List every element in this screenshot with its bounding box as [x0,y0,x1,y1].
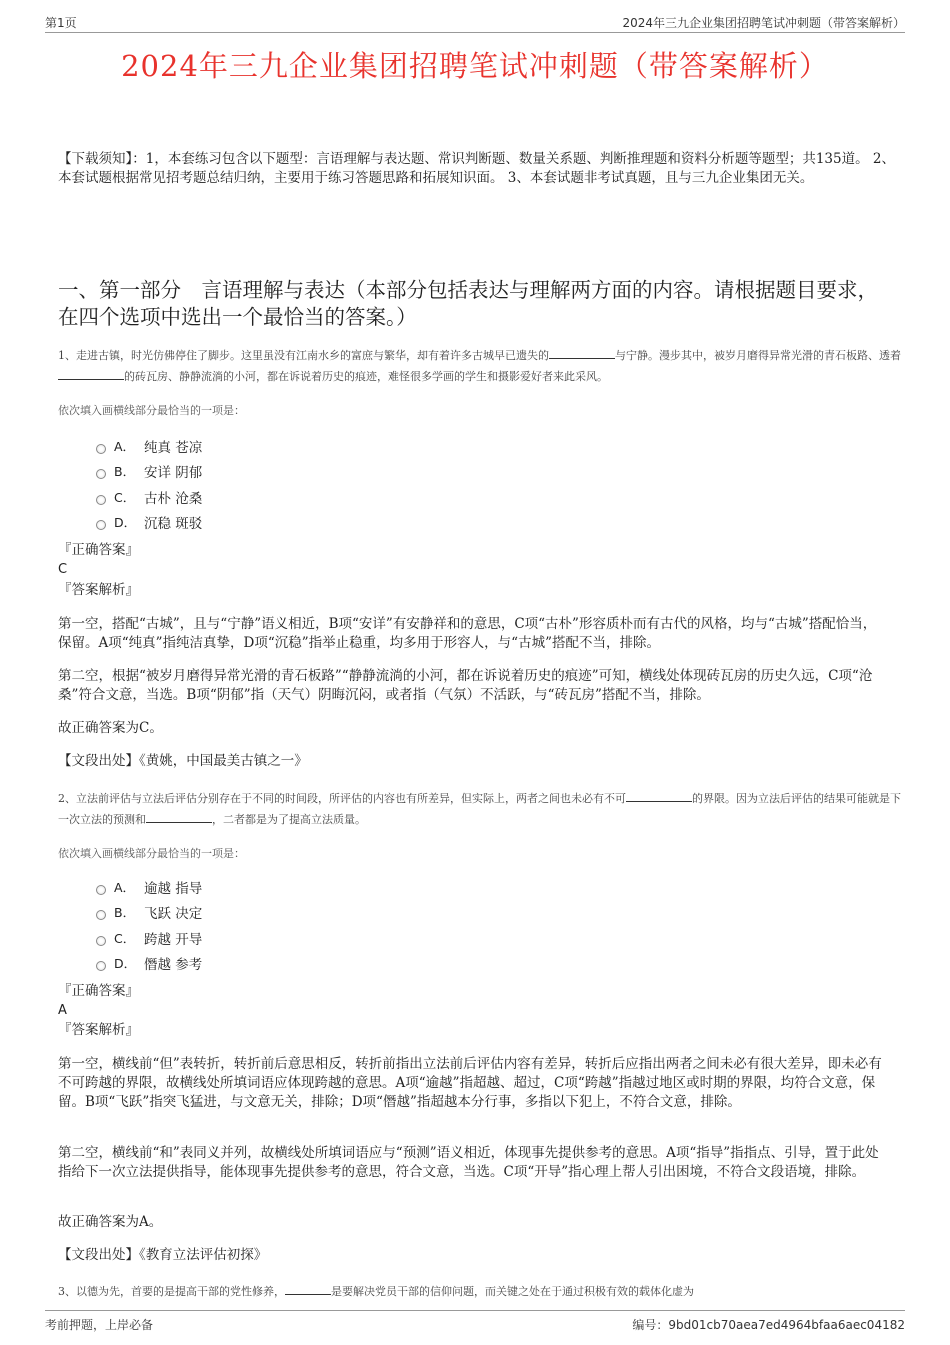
blank-line [285,1281,331,1295]
source: 【文段出处】《教育立法评估初探》 [58,1247,268,1263]
correct-answer: C [58,562,68,577]
question-2-prompt: 依次填入画横线部分最恰当的一项是： [58,847,245,860]
option-a[interactable]: A． 逾越 指导 [96,874,202,900]
radio-icon[interactable] [96,444,106,454]
page-title: 2024年三九企业集团招聘笔试冲刺题（带答案解析） [121,49,829,83]
question-1-stem: 1、走进古镇，时光仿佛停住了脚步。这里虽没有江南水乡的富庶与繁华，却有着许多古城早已遗失的 与宁静。漫步其中，被岁月磨得异常光滑的青石板路、透着的砖瓦房、静静流淌的小河，都在诉说着历史的痕迹，难怪很多学画的学生和摄影爱好者来此采风。 [58,345,901,387]
correct-answer: A [58,1003,67,1018]
question-2-options [96,874,202,976]
source: 【文段出处】《黄姚，中国最美古镇之一》 [58,753,308,769]
radio-icon[interactable] [96,520,106,530]
question-1-options [96,433,202,535]
radio-icon[interactable] [96,885,106,895]
page-header [45,12,905,33]
analysis-label: 『答案解析』 [58,582,139,598]
answer-label: 『正确答案』 [58,983,139,999]
download-notice: 【下载须知】：1，本套练习包含以下题型：言语理解与表达题、常识判断题、数量关系题、判断推理题和资料分析题等题型；共135道。 2、本套试题根据常见招考题总结归纳，主要用于练习答题思路和拓展知识面。 3、本套试题非考试真题，且与三九企业集团无关。 [58,151,895,186]
document-id: 编号：9bd01cb70aea7ed4964bfaa6aec04182 [632,1318,905,1332]
page-footer [45,1310,905,1335]
answer-label: 『正确答案』 [58,542,139,558]
analysis-paragraph: 第一空，横线前“但”表转折，转折前后意思相反，转折前指出立法前后评估内容有差异，转折后应指出两者之间未必有很大差异，即未必有不可跨越的界限，故横线处所填词语应体现跨越的意思。A项“逾越”指超越、超过，C项“跨越”指越过地区或时期的界限，均符合文意，保留。B项“飞跃”指突飞猛进，与文意无关，排除；D项“僭越”指超越本分行事，多指以下犯上，不符合文意，排除。 [58,1056,882,1110]
conclusion: 故正确答案为A。 [58,1214,163,1230]
analysis-paragraph: 第二空，根据“被岁月磨得异常光滑的青石板路”“静静流淌的小河，都在诉说着历史的痕迹”可知，横线处体现砖瓦房的历史久远，C项“沧桑”符合文意，当选。B项“阴郁”指（天气）阴晦沉闷，或者指（气氛）不活跃，与“砖瓦房”搭配不当，排除。 [58,668,873,703]
question-2-stem: 2、立法前评估与立法后评估分别存在于不同的时间段，所评估的内容也有所差异，但实际上，两者之间也未必有不可 的界限。因为立法后评估的结果可能就是下一次立法的预测和 ，二者都是为了提高立法质量。 [58,788,901,830]
radio-icon[interactable] [96,961,106,971]
analysis-paragraph: 第二空，横线前“和”表同义并列，故横线处所填词语应与“预测”语义相近，体现事先提供参考的意思。A项“指导”指指点、引导，置于此处指给下一次立法提供指导，能体现事先提供参考的意思，符合文意，当选。C项“开导”指心理上帮人引出困境，不符合文段语境，排除。 [58,1145,879,1180]
radio-icon[interactable] [96,495,106,505]
radio-icon[interactable] [96,469,106,479]
radio-icon[interactable] [96,910,106,920]
analysis-paragraph: 第一空，搭配“古城”，且与“宁静”语义相近，B项“安详”有安静祥和的意思，C项“古朴”形容质朴而有古代的风格，均与“古城”搭配恰当，保留。A项“纯真”指纯洁真挚，D项“沉稳”指举止稳重，均多用于形容人，与“古城”搭配不当，排除。 [58,616,877,651]
option-d[interactable]: D． 沉稳 斑驳 [96,510,202,536]
blank-line [626,788,692,802]
page-number: 第1页 [45,16,77,30]
question-3-stem: 3、以德为先，首要的是提高干部的党性修养， 是要解决党员干部的信仰问题，而关键之处在于通过积极有效的载体化虚为 [58,1281,901,1302]
option-b[interactable]: B． 安详 阴郁 [96,459,202,485]
blank-line [146,809,212,823]
header-doc-title: 2024年三九企业集团招聘笔试冲刺题（带答案解析） [622,16,905,30]
option-c[interactable]: C． 古朴 沧桑 [96,484,202,510]
option-d[interactable]: D． 僭越 参考 [96,951,202,977]
conclusion: 故正确答案为C。 [58,720,163,736]
option-b[interactable]: B． 飞跃 决定 [96,900,202,926]
option-a[interactable]: A． 纯真 苍凉 [96,433,202,459]
radio-icon[interactable] [96,936,106,946]
analysis-label: 『答案解析』 [58,1022,139,1038]
blank-line [58,366,124,380]
question-1-prompt: 依次填入画横线部分最恰当的一项是： [58,404,245,417]
footer-slogan: 考前押题，上岸必备 [45,1318,154,1332]
section-heading: 一、第一部分 言语理解与表达（本部分包括表达与理解两方面的内容。请根据题目要求，在四个选项中选出一个最恰当的答案。） [58,278,878,329]
option-c[interactable]: C． 跨越 开导 [96,925,202,951]
blank-line [549,345,615,359]
